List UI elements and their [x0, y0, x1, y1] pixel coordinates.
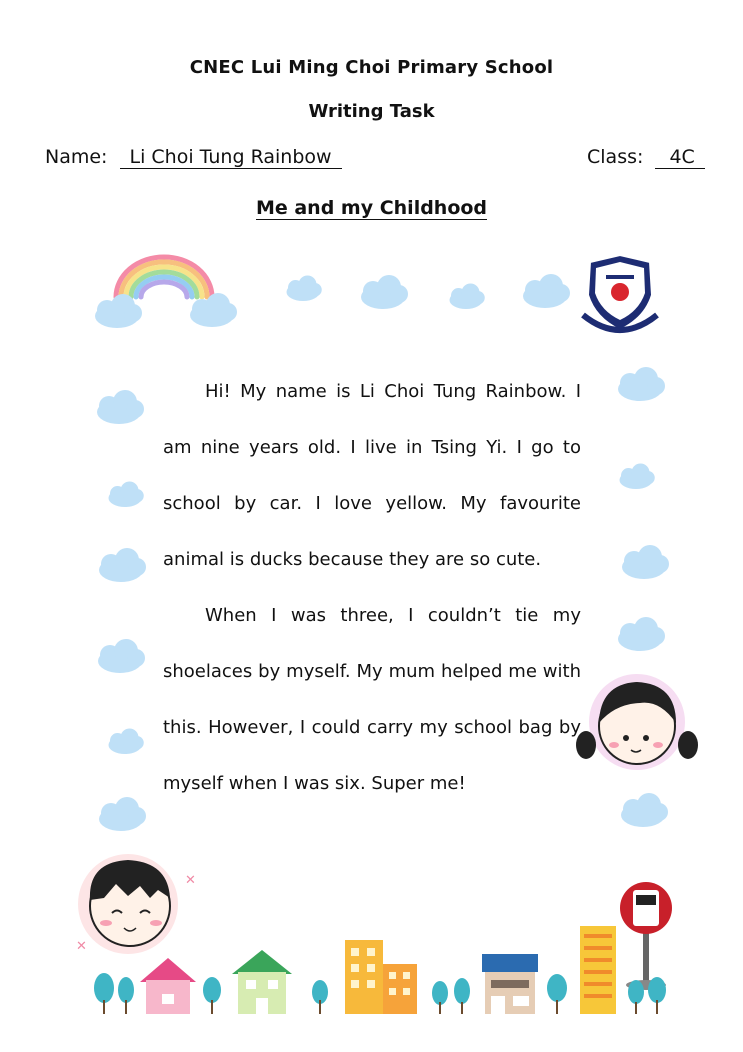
paragraph: Hi! My name is Li Choi Tung Rainbow. I am nine years old. I live in Tsing Yi. I go to school by car. I love yellow. My favourite animal is ducks because they are so cute. — [163, 381, 581, 570]
shop-building-icon — [482, 954, 538, 1014]
orange-building-icon — [345, 940, 417, 1014]
name-value: Li Choi Tung Rainbow — [120, 146, 342, 169]
girl-face-icon — [576, 674, 698, 770]
essay-title: Me and my Childhood — [255, 197, 488, 219]
cloud-icon — [622, 545, 669, 579]
cloud-icon — [98, 639, 145, 673]
boy-face-icon — [76, 854, 196, 954]
cloud-icon — [109, 482, 144, 508]
cloud-icon — [621, 793, 668, 827]
cloud-icon — [109, 729, 144, 755]
essay-body — [163, 364, 581, 812]
bus-stop-icon — [620, 882, 672, 990]
cloud-icon — [361, 275, 408, 309]
cloud-icon — [97, 390, 144, 424]
tall-building-icon — [580, 926, 616, 1014]
rainbow-icon — [116, 257, 212, 297]
cloud-icon — [618, 617, 665, 651]
pink-house-icon — [140, 958, 196, 1014]
cloud-icon — [523, 274, 570, 308]
task-title: Writing Task — [308, 101, 435, 122]
svg-text:✕: ✕ — [76, 939, 87, 954]
school-badge-icon — [583, 255, 657, 330]
cloud-icon — [618, 367, 665, 401]
cloud-icon — [450, 284, 485, 310]
name-label: Name: — [45, 146, 108, 168]
cloud-icon — [287, 276, 322, 302]
green-house-icon — [232, 950, 292, 1014]
cloud-icon — [99, 797, 146, 831]
school-name: CNEC Lui Ming Choi Primary School — [189, 57, 554, 78]
svg-text:✕: ✕ — [185, 873, 196, 888]
class-value: 4C — [655, 146, 704, 169]
paragraph: When I was three, I couldn’t tie my shoelaces by myself. My mum helped me with this. However, I could carry my school bag by myself when I was six. Super me! — [163, 605, 581, 794]
cloud-icon — [99, 548, 146, 582]
cloud-icon — [620, 464, 655, 490]
class-label: Class: — [587, 146, 644, 168]
